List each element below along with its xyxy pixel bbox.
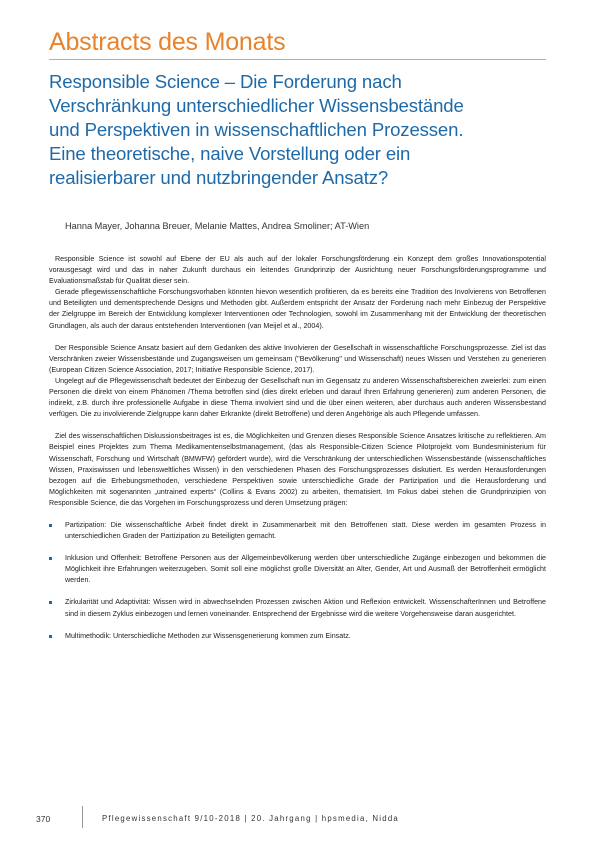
article-title-line: Eine theoretische, naive Vorstellung oder ein xyxy=(49,143,411,164)
list-item: Zirkularität und Adaptivität: Wissen wird in abwechselnden Prozessen zwischen Aktion und Reflexion entwickelt. WissenschafterInnen und Betroffene sind in diesem Zyklus einbezogen und lernen voneinander. Entsprechend der Ergebnisse wird die weitere Vorgehensweise daran ausgerichtet. xyxy=(49,597,546,619)
principles-list xyxy=(49,520,546,642)
body-paragraph: Ziel des wissenschaftlichen Diskussionsbeitrages ist es, die Möglichkeiten und Grenzen dieses Responsible Science Ansatzes kritische zu reflektieren. Am Beispiel eines Projektes zum Thema Medikamentenselbstmanagement, (das als Responsible-Citizen Science Pilotprojekt vom Bundesministerium für Wissenschaft, Forschung und Wirtschaft (BMWFW) gefördert wurde), wird die Verschränkung der unterschiedlichen Wissensbestände (wissenschaftliches Wissen, Praxiswissen und lebensweltliches Wissen) in den verschiedenen Phasen des Forschungsprozesses diskutiert. Es werden Herausforderungen bezogen auf die Erhebungsmethoden, verschiedene Perspektiven sowie unterschiedliche Grade der Partizipation und die Herausforderung und Möglichkeiten mit sogenannten „untrained experts“ (Collins & Evans 2002) zu arbeiten, thematisiert. Im Fokus dabei stehen die Grundprinzipien von Responsible Science, die das Vorgehen im Forschungsprozess und deren Umsetzung prägen: xyxy=(49,432,546,507)
page-number: 370 xyxy=(36,814,51,824)
journal-info: Pflegewissenschaft 9/10-2018 | 20. Jahrgang | hpsmedia, Nidda xyxy=(102,814,400,823)
bullet-square-icon xyxy=(49,524,52,527)
list-item: Multimethodik: Unterschiedliche Methoden zur Wissensgenerierung kommen zum Einsatz. xyxy=(49,631,546,642)
bullet-square-icon xyxy=(49,635,52,638)
list-item: Partizipation: Die wissenschaftliche Arbeit findet direkt in Zusammenarbeit mit den Betroffenen statt. Diese werden im gesamten Prozess in unterschiedlichen Graden der Partizipation zu Beteiligten gemacht. xyxy=(49,520,546,542)
body-paragraph: Gerade pflegewissenschaftliche Forschungsvorhaben könnten hievon wesentlich profitieren, da es bereits eine Tradition des Involvierens von Betroffenen und Beteiligten und dementsprechende Designs und Methoden gibt. Außerdem entspricht der Ansatz der Forderung nach mehr Einbezug der Perspektive der Zielgruppe im Bereich der Entwicklung komplexer Interventionen oder Technologien, sowohl im Zusammenhang mit der Entwicklung der theoretischen Grundlagen, als auch der daraus entstehenden Interventionen (van Meijel et al., 2004). xyxy=(49,288,546,330)
list-item: Inklusion und Offenheit: Betroffene Personen aus der Allgemeinbevölkerung werden über unterschiedliche Zugänge einbezogen und bekommen die Möglichkeit ihre Erfahrungen weiterzugeben. Somit soll eine möglichst große Diversität an Alter, Gender, Art und Ausmaß der Betroffenheit ermöglicht werden. xyxy=(49,553,546,586)
body-paragraph: Responsible Science ist sowohl auf Ebene der EU als auch auf der lokaler Forschungsförderung ein Konzept dem großes Innovationspotential vorausgesagt wird und das in naher Zukunft durchaus ein leitendes Grundprinzip der Ausrichtung neuer Forschungsförderungsprogramme und Evaluationsmaßstab für Qualität dieser sein. xyxy=(49,255,546,286)
bullet-square-icon xyxy=(49,601,52,604)
article-title xyxy=(49,70,549,190)
paragraph-gap xyxy=(49,420,546,431)
article-body xyxy=(49,254,546,642)
paragraph-gap xyxy=(49,332,546,343)
article-title-line: Verschränkung unterschiedlicher Wissensbestände xyxy=(49,95,464,116)
section-title: Abstracts des Monats xyxy=(49,28,286,56)
article-title-line: Responsible Science – Die Forderung nach xyxy=(49,71,402,92)
body-paragraph: Ungelegt auf die Pflegewissenschaft bedeutet der Einbezug der Gesellschaft nun im Gegensatz zu anderen Wissenschaftsbereichen zweierlei: zum einen Personen die direkt von einem Phänomen /Thema betroffen sind (dies direkt erleben und darauf Ihren Erfahrung generieren) zum anderen Personen, die indirekt, z.B. durch ihre professionelle Aufgabe in diese Thema involviert sind und die über einen weiteren, aber durchaus auch anderen Wissensbestand verfügen. Die zu involvierende Zielgruppe kann daher Erkrankte (direkt Betroffene) und deren Angehörige als auch Pflegende umfassen. xyxy=(49,376,546,419)
paragraph-gap xyxy=(49,509,546,520)
article-title-line: und Perspektiven in wissenschaftlichen Prozessen. xyxy=(49,119,464,140)
body-paragraph: Der Responsible Science Ansatz basiert auf dem Gedanken des aktive Involvieren der Gesellschaft in wissenschaftliche Forschungsprozesse. Ziel ist das Verschränken zweier Wissensbestände und Zugangsweisen um gemeinsam ("Bevölkerung" und Wissenschaft) neues Wissen und Verstehen zu generieren (European Citizen Science Association, 2017; Initiative Responsible Science, 2017). xyxy=(49,343,546,374)
bullet-square-icon xyxy=(49,557,52,560)
article-title-line: realisierbarer und nutzbringender Ansatz? xyxy=(49,167,389,188)
footer-divider xyxy=(82,806,83,828)
section-title-rule xyxy=(49,59,546,60)
author-list: Hanna Mayer, Johanna Breuer, Melanie Mattes, Andrea Smoliner; AT-Wien xyxy=(65,221,370,231)
